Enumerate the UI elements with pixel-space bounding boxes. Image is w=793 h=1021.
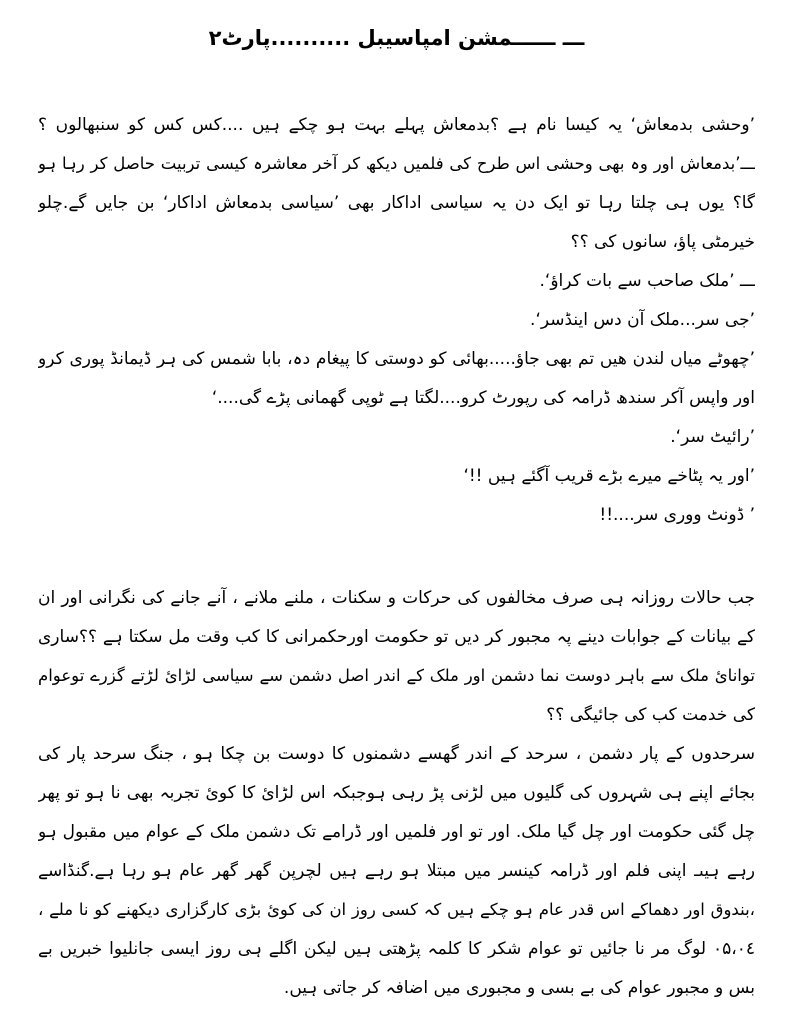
dialogue-line: ’وحشی بدمعاش‘ یہ کیسا نام ہے ؟بدمعاش پہلے بہت ہو چکے ہیں ....کس کس کو سنبھالوں ؟ [38,115,755,135]
dialogue-line: ـــ’بدمعاش اور وہ بھی وحشی اس طرح کی فلمیں دیکھ کر آخر معاشرہ کیسی تربیت حاصل کر رہا ہو [38,154,755,173]
dialogue-line: ’ ڈونٹ ووری سر....!! [599,505,755,525]
paragraph-line: ۰۵،۰٤ لوگ مر نا جائیں تو عوام شکر کا کلمہ پڑھتی ہیں لیکن اگلے ہی روز ایسی جانلیوا خبریں بے [38,939,755,959]
dialogue-line: ’اور یہ پٹاخے میرے بڑے قریب آگئے ہیں !!‘ [463,466,755,486]
paragraph-line: ،بندوق اور دھماکے اس قدر عام ہو چکے ہیں کہ کسی روز ان کی کوئ بڑی کارگزاری دیکھنے کو نا ملے ، [38,900,755,919]
paragraph-line: توانائ ملک سے باہر دوست نما دشمن اور ملک کے اندر اصل دشمن سے سیاسی لڑائ لڑتے گزرے توعوام [38,666,755,685]
paragraph-line: بس و مجبور عوام کی بے بسی و مجبوری میں اضافہ کر جاتی ہیں. [283,978,755,998]
paragraph-line: جب حالات روزانہ ہی صرف مخالفوں کی حرکات و سکنات ، ملنے ملانے ، آنے جانے کی نگرانی اور ان [38,588,755,608]
dialogue-line: گا؟ یوں ہی چلتا رہا تو ایک دن یہ سیاسی اداکار بھی ’سیاسی بدمعاش اداکار‘ بن جایں گے.چلو [38,193,755,213]
dialogue-line: ’چھوٹے میاں لندن ھیں تم بھی جاؤ.....بھائی کو دوستی کا پیغام دہ، بابا شمس کی ہر ڈیمانڈ پوری کرو [38,349,755,369]
dialogue-line: ـــ ’ملک صاحب سے بات کراؤ‘. [539,271,755,291]
document-title: ـــ ــــــمشن امپاسیبل ..........پارٹ۲ [208,26,585,50]
dialogue-line: اور واپس آکر سندھ ڈرامہ کی رپورٹ کرو....لگتا ہے ٹوپی گھمانی پڑے گی....‘ [211,388,755,408]
paragraph-line: بجائے اپنے ہی شہروں کی گلیوں میں لڑنی پڑ رہی ہوجبکہ اس لڑائ کا کوئ تجربہ بھی نا ہو تو پھر [38,783,755,803]
dialogue-line: خیرمٹی پاؤ، سانوں کی ؟؟ [570,232,755,252]
paragraph-line: کے بیانات کے جوابات دینے پہ مجبور کر دیں تو حکومت اورحکمرانی کا کب وقت مل سکتا ہے ؟؟ساری [38,627,755,647]
dialogue-line: ’جی سر...ملک آن دس اینڈسر‘. [530,310,755,330]
paragraph-line: سرحدوں کے پار دشمن ، سرحد کے اندر گھسے دشمنوں کا دوست بن چکا ہو ، جنگ سرحد پار کی [38,744,755,764]
paragraph-line: چل گئی حکومت اور چل گیا ملک. اور تو اور فلمیں اور ڈرامے تک دشمن ملک کے عوام میں مقبول ہو [38,822,755,842]
paragraph-line: رہے ہیںـ اپنی فلم اور ڈرامہ کینسر میں مبتلا ہو رہے ہیں لچرپن گھر گھر عام ہو رہا ہے.گنڈاسے [38,861,755,881]
paragraph-line: کی خدمت کب کی جائیگی ؟؟ [546,705,755,725]
dialogue-line: ’رائیٹ سر‘. [670,427,755,447]
